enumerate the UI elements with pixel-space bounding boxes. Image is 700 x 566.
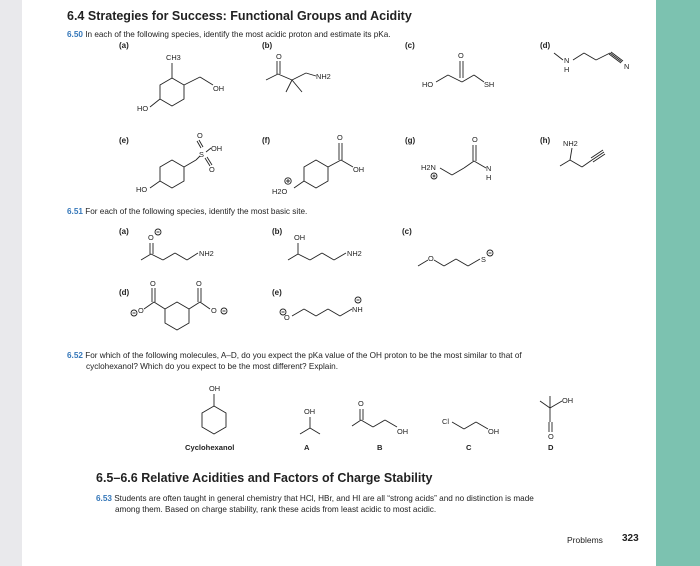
structure-6-51-a bbox=[141, 229, 214, 260]
atom-label: NH2 bbox=[199, 249, 214, 258]
atom-label: O bbox=[138, 306, 144, 315]
structure-6-50-d bbox=[554, 52, 629, 74]
atom-label: HO bbox=[136, 185, 148, 194]
atom-label: OH bbox=[294, 233, 306, 242]
atom-label: O bbox=[150, 279, 156, 288]
label-6-51-c: (c) bbox=[402, 227, 412, 236]
problem-text: In each of the following species, identify the most acidic proton and estimate its pKa. bbox=[85, 30, 391, 39]
structure-6-51-e bbox=[280, 297, 363, 322]
atom-label: OH bbox=[562, 396, 574, 405]
atom-label: O bbox=[276, 52, 282, 61]
structure-6-50-f bbox=[272, 133, 364, 196]
compound-label-b: B bbox=[377, 443, 383, 452]
subsection-title: Relative Acidities and Factors of Charge Stability bbox=[141, 471, 433, 485]
atom-label: OH bbox=[304, 407, 316, 416]
compound-label-d: D bbox=[548, 443, 554, 452]
atom-label: O bbox=[209, 165, 215, 174]
page-number: 323 bbox=[622, 533, 639, 544]
problem-number: 6.51 bbox=[67, 207, 83, 216]
structure-6-50-a bbox=[137, 53, 224, 113]
atom-label: H bbox=[486, 173, 492, 182]
structure-b bbox=[352, 399, 408, 436]
atom-label: O bbox=[548, 432, 554, 441]
atom-label: NH2 bbox=[563, 139, 578, 148]
structure-c bbox=[442, 417, 499, 436]
atom-label: OH bbox=[353, 165, 365, 174]
atom-label: Cl bbox=[442, 417, 449, 426]
label-6-50-h: (h) bbox=[540, 136, 551, 145]
structure-cyclohexanol bbox=[202, 384, 226, 434]
structure-6-51-c bbox=[418, 250, 493, 266]
atom-label: O bbox=[337, 133, 343, 142]
atom-label: NH bbox=[352, 305, 363, 314]
atom-label: O bbox=[428, 254, 434, 263]
structure-6-50-c bbox=[422, 51, 494, 89]
atom-label: H2N bbox=[421, 163, 436, 172]
structure-6-50-e bbox=[136, 131, 222, 194]
label-6-50-a: (a) bbox=[119, 41, 129, 50]
section-title: Strategies for Success: Functional Groups and Acidity bbox=[87, 9, 412, 23]
atom-label: S bbox=[199, 150, 204, 159]
atom-label: HO bbox=[422, 80, 434, 89]
label-6-50-b: (b) bbox=[262, 41, 273, 50]
atom-label: O bbox=[458, 51, 464, 60]
atom-label: O bbox=[284, 313, 290, 322]
atom-label: N bbox=[564, 56, 570, 65]
footer-label: Problems bbox=[567, 535, 603, 545]
subsection-number: 6.5–6.6 bbox=[96, 471, 138, 485]
label-6-51-a: (a) bbox=[119, 227, 129, 236]
compound-label-c: C bbox=[466, 443, 472, 452]
atom-label: OH bbox=[397, 427, 409, 436]
atom-label: OH bbox=[209, 384, 221, 393]
compound-label-cyclohexanol: Cyclohexanol bbox=[185, 443, 235, 452]
problem-text: For each of the following species, identify the most basic site. bbox=[85, 207, 308, 216]
structure-a bbox=[300, 407, 320, 434]
atom-label: OH bbox=[213, 84, 225, 93]
compound-label-a: A bbox=[304, 443, 310, 452]
problem-number: 6.52 bbox=[67, 351, 83, 360]
problem-number: 6.53 bbox=[96, 494, 112, 503]
atom-label: NH2 bbox=[347, 249, 362, 258]
atom-label: OH bbox=[211, 144, 223, 153]
atom-label: H2O bbox=[272, 187, 288, 196]
label-6-50-c: (c) bbox=[405, 41, 415, 50]
atom-label: H bbox=[564, 65, 570, 74]
atom-label: O bbox=[196, 279, 202, 288]
label-6-51-d: (d) bbox=[119, 288, 130, 297]
structure-6-50-h bbox=[560, 139, 605, 167]
atom-label: N bbox=[486, 164, 492, 173]
atom-label: O bbox=[148, 233, 154, 242]
atom-label: O bbox=[472, 135, 478, 144]
atom-label: NH2 bbox=[316, 72, 331, 81]
atom-label: N bbox=[624, 62, 630, 71]
atom-label: O bbox=[211, 306, 217, 315]
problem-text-line1: For which of the following molecules, A–D, do you expect the pKa value of the OH proton to be the most similar to that of bbox=[85, 351, 522, 360]
section-number: 6.4 bbox=[67, 9, 85, 23]
problem-number: 6.50 bbox=[67, 30, 83, 39]
structure-6-50-g bbox=[421, 135, 491, 182]
atom-label: OH bbox=[488, 427, 500, 436]
label-6-51-b: (b) bbox=[272, 227, 283, 236]
atom-label: SH bbox=[484, 80, 495, 89]
label-6-50-f: (f) bbox=[262, 136, 270, 145]
problem-text-line1: Students are often taught in general chemistry that HCl, HBr, and HI are all “strong acids” and no distinction is made bbox=[114, 494, 534, 503]
problem-text-line2: cyclohexanol? Which do you expect to be the most different? Explain. bbox=[86, 362, 338, 371]
atom-label: S bbox=[481, 255, 486, 264]
structure-d bbox=[540, 396, 573, 441]
label-6-50-g: (g) bbox=[405, 136, 416, 145]
label-6-50-e: (e) bbox=[119, 136, 129, 145]
atom-label: O bbox=[197, 131, 203, 140]
structure-6-50-b bbox=[266, 52, 331, 92]
label-6-50-d: (d) bbox=[540, 41, 551, 50]
atom-label: HO bbox=[137, 104, 149, 113]
label-6-51-e: (e) bbox=[272, 288, 282, 297]
problem-text-line2: among them. Based on charge stability, rank these acids from least acidic to most acidic. bbox=[115, 505, 437, 514]
atom-label: O bbox=[358, 399, 364, 408]
structure-6-51-b bbox=[288, 233, 362, 260]
structure-6-51-d bbox=[131, 279, 227, 330]
atom-label: CH3 bbox=[166, 53, 181, 62]
